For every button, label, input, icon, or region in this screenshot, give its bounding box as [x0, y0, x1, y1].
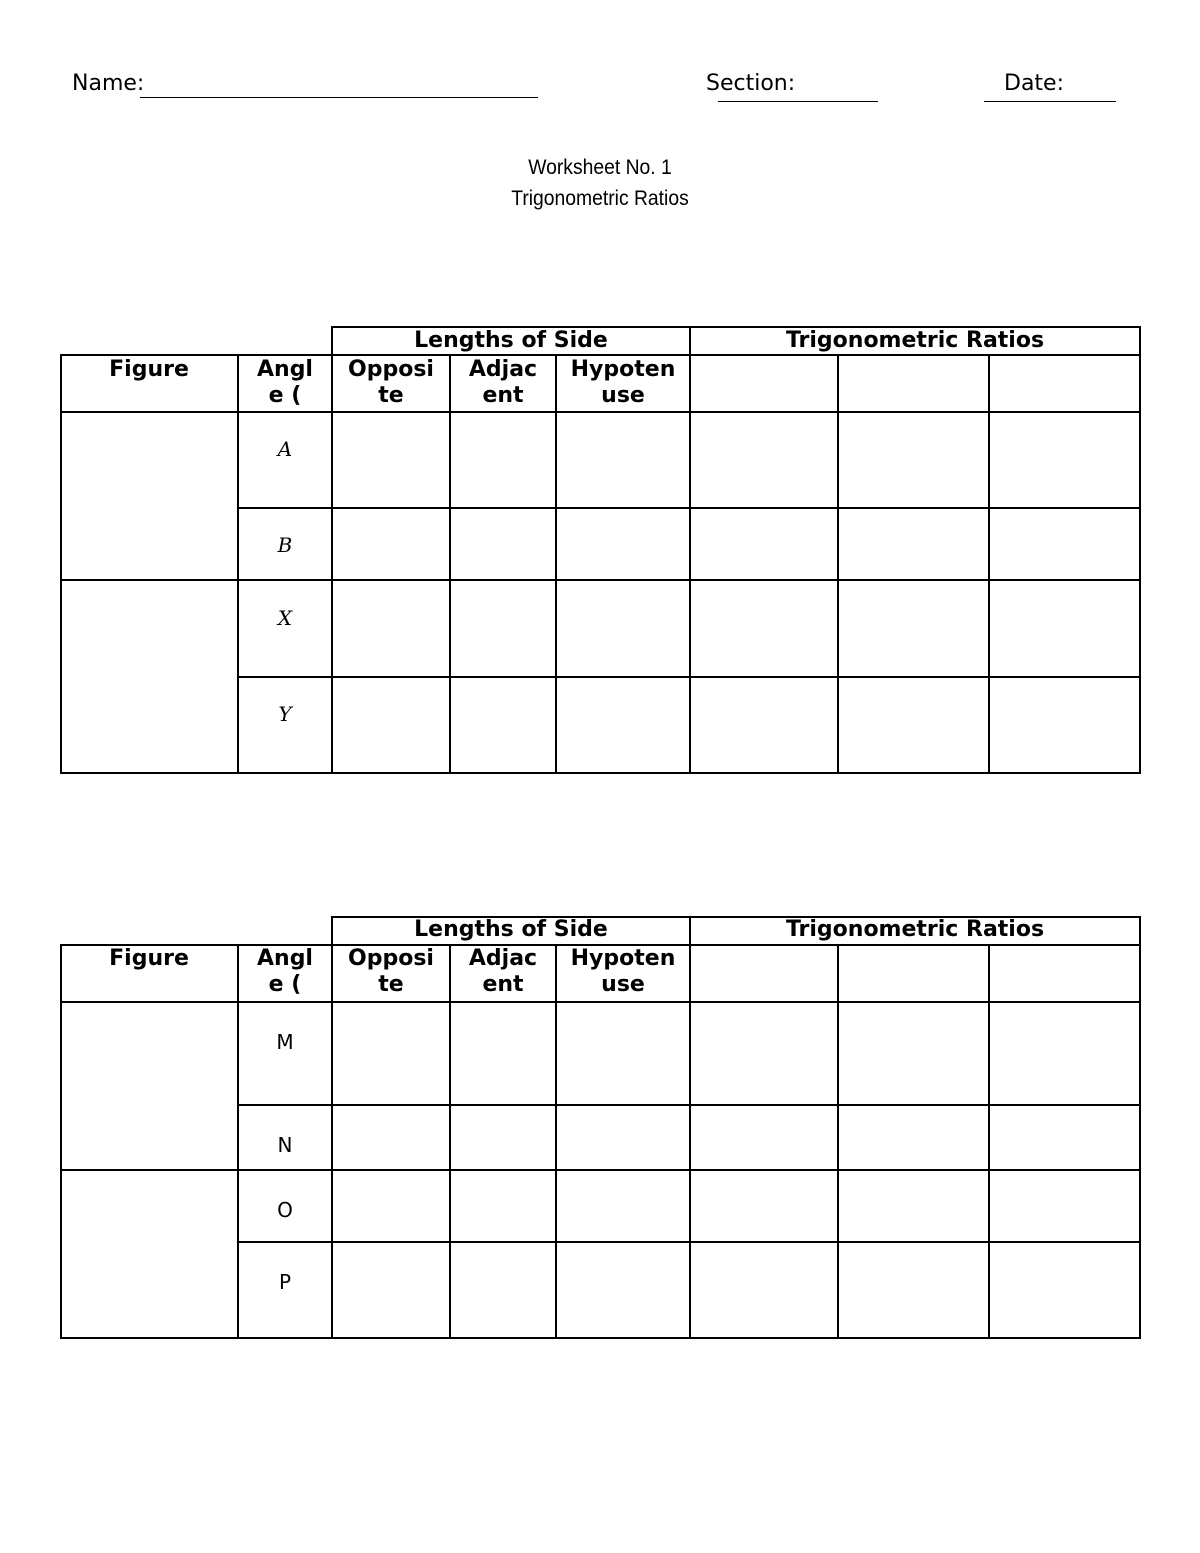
rule: [60, 354, 1141, 356]
hypotenuse-header: Hypoten use: [570, 357, 676, 408]
rule: [60, 1001, 1141, 1003]
adjacent-header: Adjac ent: [468, 946, 538, 997]
angle-label: Y: [278, 702, 292, 726]
hypotenuse-header: Hypoten use: [570, 946, 676, 997]
rule: [60, 944, 62, 1338]
figure-header: Figure: [109, 946, 189, 971]
angle-header: Angl e (: [257, 946, 313, 997]
trigonometric-ratios-header: Trigonometric Ratios: [785, 917, 1045, 942]
section-label: Section:: [706, 71, 796, 96]
rule: [60, 579, 1141, 581]
rule: [60, 411, 1141, 413]
lengths-of-side-header: Lengths of Side: [414, 917, 608, 942]
worksheet-subtitle: Trigonometric Ratios: [511, 187, 689, 210]
adjacent-header: Adjac ent: [468, 357, 538, 408]
lengths-of-side-header: Lengths of Side: [414, 328, 608, 353]
rule: [555, 944, 557, 1338]
rule: [1139, 916, 1141, 1338]
angle-label: B: [277, 533, 293, 557]
angle-label: O: [277, 1198, 293, 1222]
opposite-header: Opposi te: [348, 357, 434, 408]
name-field-line[interactable]: [140, 97, 538, 98]
date-field-line[interactable]: [984, 101, 1116, 102]
figure-header: Figure: [109, 357, 189, 382]
angle-label: A: [277, 437, 293, 461]
rule: [555, 354, 557, 773]
rule: [60, 1337, 1141, 1339]
rule: [449, 354, 451, 773]
rule: [60, 772, 1141, 774]
rule: [837, 944, 839, 1338]
angle-label: P: [278, 1270, 292, 1294]
angle-header: Angl e (: [257, 357, 313, 408]
rule: [60, 1169, 1141, 1171]
angle-label: X: [277, 606, 293, 630]
name-label: Name:: [72, 71, 145, 96]
rule: [449, 944, 451, 1338]
section-field-line[interactable]: [718, 101, 878, 102]
date-label: Date:: [1004, 71, 1064, 96]
rule: [1139, 326, 1141, 773]
rule: [60, 354, 62, 773]
opposite-header: Opposi te: [348, 946, 434, 997]
angle-label: N: [277, 1133, 293, 1157]
rule: [988, 944, 990, 1338]
angle-label: M: [276, 1030, 294, 1054]
rule: [837, 354, 839, 773]
rule: [988, 354, 990, 773]
worksheet-title: Worksheet No. 1: [528, 156, 672, 179]
trigonometric-ratios-header: Trigonometric Ratios: [785, 328, 1045, 353]
